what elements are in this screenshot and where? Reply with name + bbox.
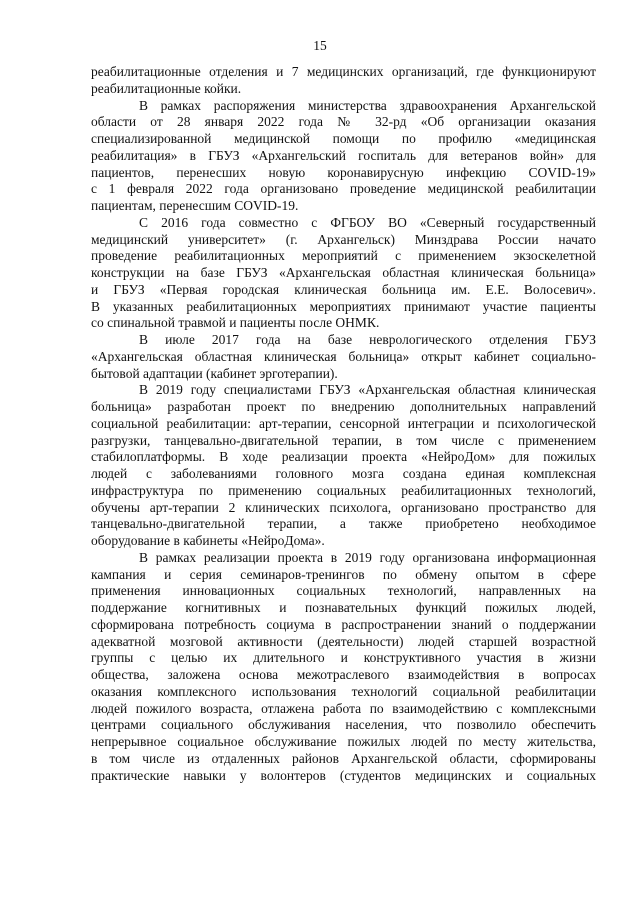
paragraph (91, 64, 596, 98)
text-line: реабилитационные отделения и 7 медицинских организаций, где функционируют (91, 64, 596, 79)
text-line: поддержание когнитивных и познавательных функций пожилых людей, (91, 600, 596, 615)
text-line: общества, заложена основа межотраслевого взаимодействия в вопросах (91, 667, 596, 682)
text-line: В рамках реализации проекта в 2019 году организована информационная (139, 549, 596, 565)
text-line: пациентов, перенесших новую коронавирусную инфекцию COVID-19» (91, 164, 596, 180)
text-line: адекватной мозговой активности (деятельности) людей старшей возрастной (91, 633, 596, 649)
text-line: В указанных реабилитационных мероприятиях принимают участие пациенты (91, 298, 596, 314)
text-line: применения инновационных социальных технологий, направленных на (91, 583, 596, 599)
text-line: С 2016 года совместно с ФГБОУ ВО «Северный государственный (139, 214, 596, 230)
text-line: практические навыки у волонтеров (студентов медицинских и социальных (91, 767, 596, 783)
text-line: в том числе из отдаленных районов Архангельской области, сформированы (91, 750, 596, 766)
text-line: оборудование в кабинеты «НейроДома». (91, 533, 325, 548)
paragraph (91, 550, 596, 785)
page-number: 15 (313, 38, 327, 53)
text-line: центрами социального обслуживания населения, что позволило обеспечить (91, 717, 596, 733)
text-line: больница» разработан проект по внедрению дополнительных направлений (91, 399, 596, 414)
text-line: В рамках распоряжения министерства здравоохранения Архангельской (139, 97, 596, 113)
text-line: В июле 2017 года на базе неврологического отделения ГБУЗ (139, 332, 596, 347)
text-line: бытовой адаптации (кабинет эрготерапии). (91, 365, 338, 381)
text-line: с 1 февраля 2022 года организовано проведение медицинской реабилитации (91, 181, 596, 197)
text-line: стабилоплатформы. В ходе реализации проекта «НейроДом» для пожилых (91, 449, 596, 465)
paragraph (91, 98, 596, 215)
text-line: специализированной медицинской помощи по профилю «медицинская (91, 131, 596, 146)
text-line: сформирована потребность социума в распространении знаний о поддержании (91, 616, 596, 632)
text-line: танцевально-двигательной терапии, а также приобретено необходимое (91, 516, 596, 532)
paragraph (91, 382, 596, 550)
paragraph (91, 332, 596, 382)
text-line: кампания и серия семинаров-тренингов по обмену опытом в сфере (91, 566, 596, 582)
text-line: оказания комплексного использования технологий социальной реабилитации (91, 683, 596, 699)
text-line: инфраструктура по применению социальных реабилитационных технологий, (91, 482, 596, 498)
text-line: обучены арт-терапии 2 клинических психолога, организовано пространство для (91, 499, 596, 515)
text-line: проведение реабилитационных мероприятий с применением экзоскелетной (91, 248, 596, 264)
text-line: социальной реабилитации: арт-терапии, сенсорной интеграции и психологической (91, 415, 596, 431)
text-line: группы с целью их длительного и конструктивного участия в жизни (91, 650, 596, 666)
text-line: разгрузки, танцевально-двигательной терапии, в том числе с применением (91, 432, 596, 448)
text-line: медицинский университет» (г. Архангельск) Минздрава России начато (91, 231, 596, 247)
text-line: пациентам, перенесшим COVID-19. (91, 198, 299, 213)
text-line: и ГБУЗ «Первая городская клиническая больница им. Е.Е. Волосевич». (91, 281, 596, 297)
text-line: В 2019 году специалистами ГБУЗ «Архангельская областная клиническая (139, 382, 596, 398)
text-line: людей пожилого возраста, отлажена работа по взаимодействию с комплексными (91, 700, 596, 716)
text-line: области от 28 января 2022 года № 32-рд «Об организации оказания (91, 114, 596, 130)
text-line: конструкции на базе ГБУЗ «Архангельская областная клиническая больница» (91, 265, 596, 280)
text-line: со спинальной травмой и пациенты после ОНМК. (91, 315, 380, 331)
text-line: непрерывное социальное обслуживание пожилых людей по месту жительства, (91, 734, 596, 749)
document-body (91, 64, 596, 784)
text-line: реабилитационные койки. (91, 80, 242, 96)
text-line: реабилитация» в ГБУЗ «Архангельский госпиталь для ветеранов войн» для (91, 147, 596, 163)
text-line: людей с заболеваниями головного мозга создана единая комплексная (91, 466, 596, 481)
text-line: «Архангельская областная клиническая больница» открыт кабинет социально- (91, 348, 596, 364)
paragraph (91, 215, 596, 332)
